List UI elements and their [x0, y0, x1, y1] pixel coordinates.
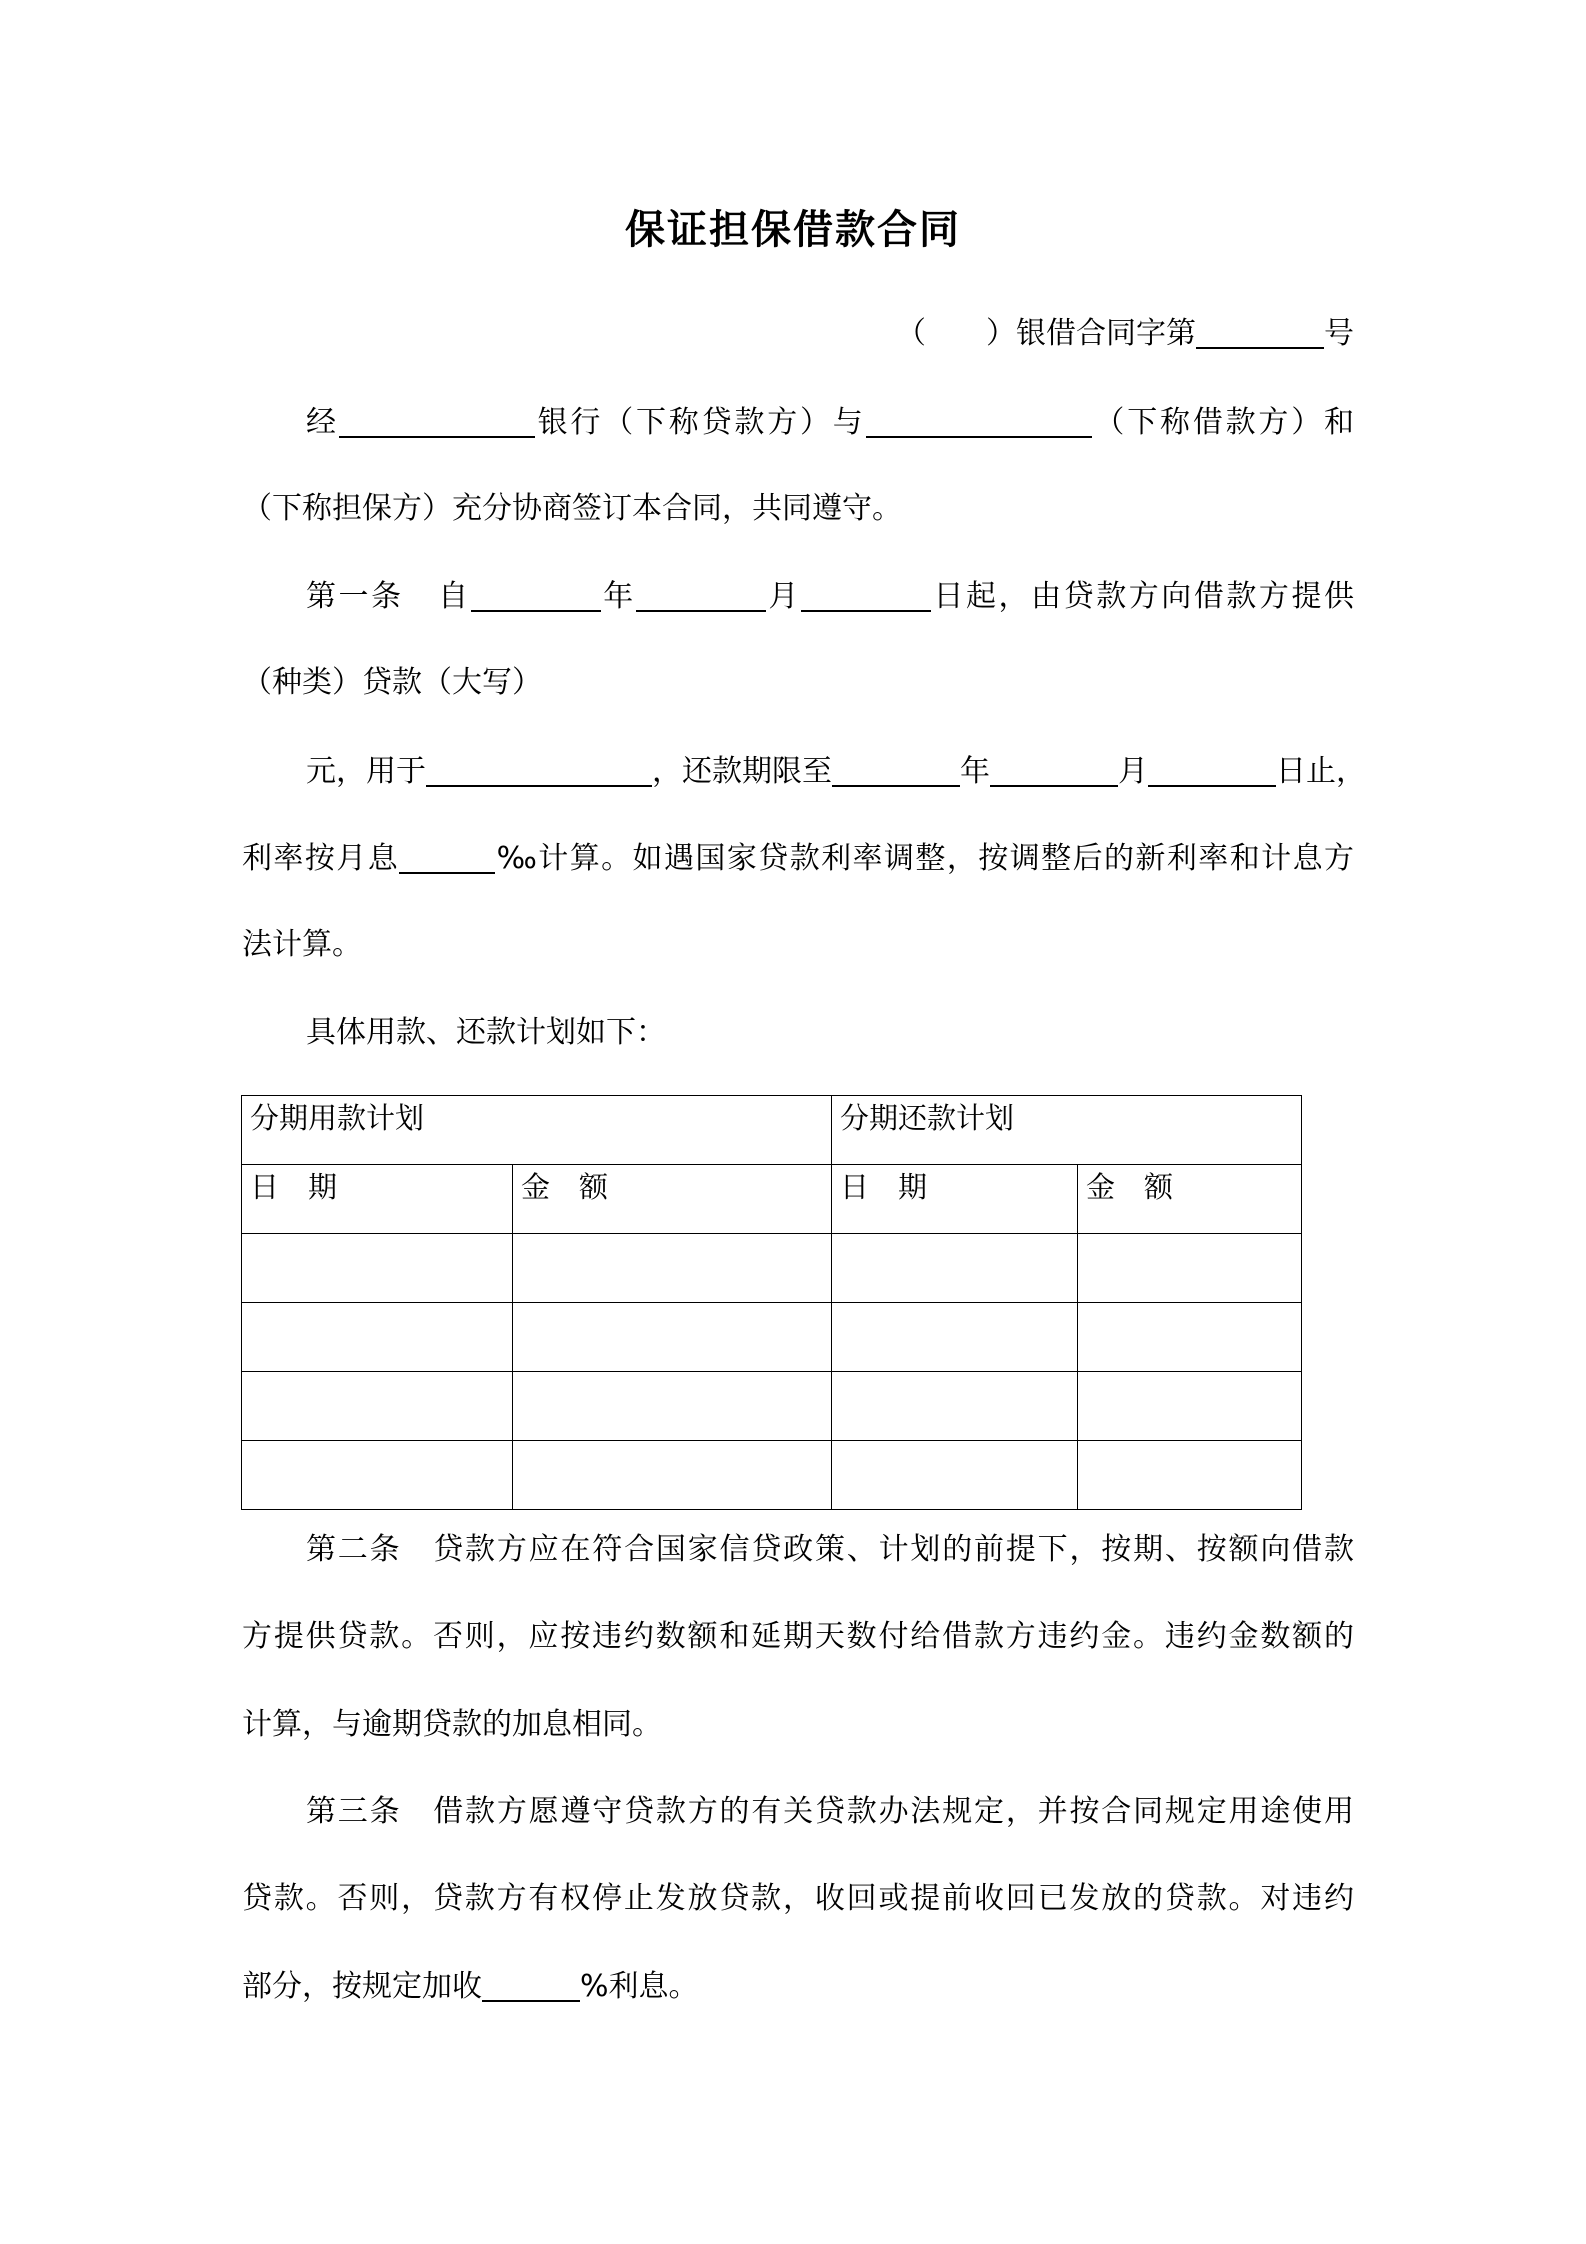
article-1-repay-to: ，还款期限至 [652, 754, 832, 789]
table-cell[interactable] [513, 1441, 832, 1510]
article-1-rate-a: 利率按月息 [242, 841, 400, 876]
table-cell[interactable] [513, 1303, 832, 1372]
table-cell[interactable] [242, 1234, 513, 1303]
table-row [242, 1441, 1302, 1510]
end-month-blank[interactable] [990, 751, 1118, 787]
table-cell[interactable] [242, 1303, 513, 1372]
article-1-line-1 [242, 576, 1354, 617]
table-cell[interactable] [1078, 1303, 1302, 1372]
table-cell[interactable] [832, 1372, 1078, 1441]
article-1-from: 自 [435, 579, 471, 614]
article-1-year: 年 [600, 579, 636, 614]
repay-date-header: 日 期 [832, 1165, 1078, 1234]
contract-number-paren: （ ） [896, 316, 1016, 351]
start-year-blank[interactable] [471, 576, 601, 612]
repay-amount-header: 金 额 [1078, 1165, 1302, 1234]
article-3-text-a: 部分，按规定加收 [242, 1969, 482, 2004]
table-cell[interactable] [1078, 1372, 1302, 1441]
contract-number-blank[interactable] [1196, 313, 1324, 349]
article-2-line-3: 计算，与逾期贷款的加息相同。 [242, 1707, 662, 1742]
borrower-name-blank[interactable] [866, 402, 1092, 438]
article-3-text-b: %利息。 [580, 1969, 699, 2004]
article-1-month: 月 [765, 579, 801, 614]
table-cell[interactable] [242, 1372, 513, 1441]
article-3-line-2: 贷款。否则，贷款方有权停止发放贷款，收回或提前收回已发放的贷款。对违约 [242, 1881, 1354, 1916]
end-day-blank[interactable] [1148, 751, 1276, 787]
table-cell[interactable] [832, 1441, 1078, 1510]
monthly-rate-blank[interactable] [399, 838, 495, 874]
table-cell[interactable] [832, 1234, 1078, 1303]
contract-number-suffix: 号 [1324, 316, 1354, 351]
start-month-blank[interactable] [636, 576, 766, 612]
table-cell[interactable] [832, 1303, 1078, 1372]
loan-purpose-blank[interactable] [426, 751, 652, 787]
contract-number-prefix: 银借合同字第 [1016, 316, 1196, 351]
article-1-line-3 [242, 751, 1366, 792]
start-day-blank[interactable] [801, 576, 931, 612]
preamble-line-2: （下称担保方）充分协商签订本合同，共同遵守。 [242, 491, 902, 526]
article-2-line-2: 方提供贷款。否则，应按违约数额和延期天数付给借款方违约金。违约金数额的 [242, 1619, 1354, 1654]
article-1-rate-b: ‰计算。如遇国家贷款利率调整，按调整后的新利率和计息方 [495, 841, 1354, 876]
penalty-rate-blank[interactable] [482, 1966, 580, 2002]
article-1-day-end: 日止， [1276, 754, 1366, 789]
plan-table [241, 1095, 1302, 1510]
table-subheader-row [242, 1165, 1302, 1234]
article-1-line-2: （种类）贷款（大写） [242, 665, 542, 700]
table-row [242, 1303, 1302, 1372]
table-row [242, 1372, 1302, 1441]
plan-intro: 具体用款、还款计划如下： [306, 1015, 666, 1050]
table-cell[interactable] [242, 1441, 513, 1510]
preamble-jing: 经 [306, 405, 339, 440]
preamble-line-1 [242, 402, 1354, 443]
preamble-borrower: （下称借款方）和 [1091, 405, 1355, 440]
repay-plan-header: 分期还款计划 [832, 1096, 1302, 1165]
use-amount-header: 金 额 [513, 1165, 832, 1234]
article-3-line-3 [242, 1966, 1354, 2007]
end-year-blank[interactable] [832, 751, 960, 787]
article-1-month-2: 月 [1118, 754, 1148, 789]
preamble-bank: 银行（下称贷款方）与 [534, 405, 866, 440]
use-date-header: 日 期 [242, 1165, 513, 1234]
article-2-line-1: 第二条 贷款方应在符合国家信贷政策、计划的前提下，按期、按额向借款 [306, 1532, 1354, 1567]
bank-name-blank[interactable] [339, 402, 535, 438]
article-1-label: 第一条 [306, 579, 404, 614]
article-3-line-1: 第三条 借款方愿遵守贷款方的有关贷款办法规定，并按合同规定用途使用 [306, 1794, 1354, 1829]
document-title: 保证担保借款合同 [625, 207, 961, 253]
article-1-day-start: 日起，由贷款方向借款方提供 [930, 579, 1355, 614]
article-1-year-2: 年 [960, 754, 990, 789]
table-cell[interactable] [1078, 1441, 1302, 1510]
table-header-row [242, 1096, 1302, 1165]
use-plan-header: 分期用款计划 [242, 1096, 832, 1165]
table-cell[interactable] [1078, 1234, 1302, 1303]
table-cell[interactable] [513, 1372, 832, 1441]
article-1-line-4 [242, 838, 1354, 879]
article-1-line-5: 法计算。 [242, 927, 362, 962]
contract-number-line [242, 313, 1354, 354]
table-row [242, 1234, 1302, 1303]
table-cell[interactable] [513, 1234, 832, 1303]
article-1-yuan: 元，用于 [306, 754, 426, 789]
